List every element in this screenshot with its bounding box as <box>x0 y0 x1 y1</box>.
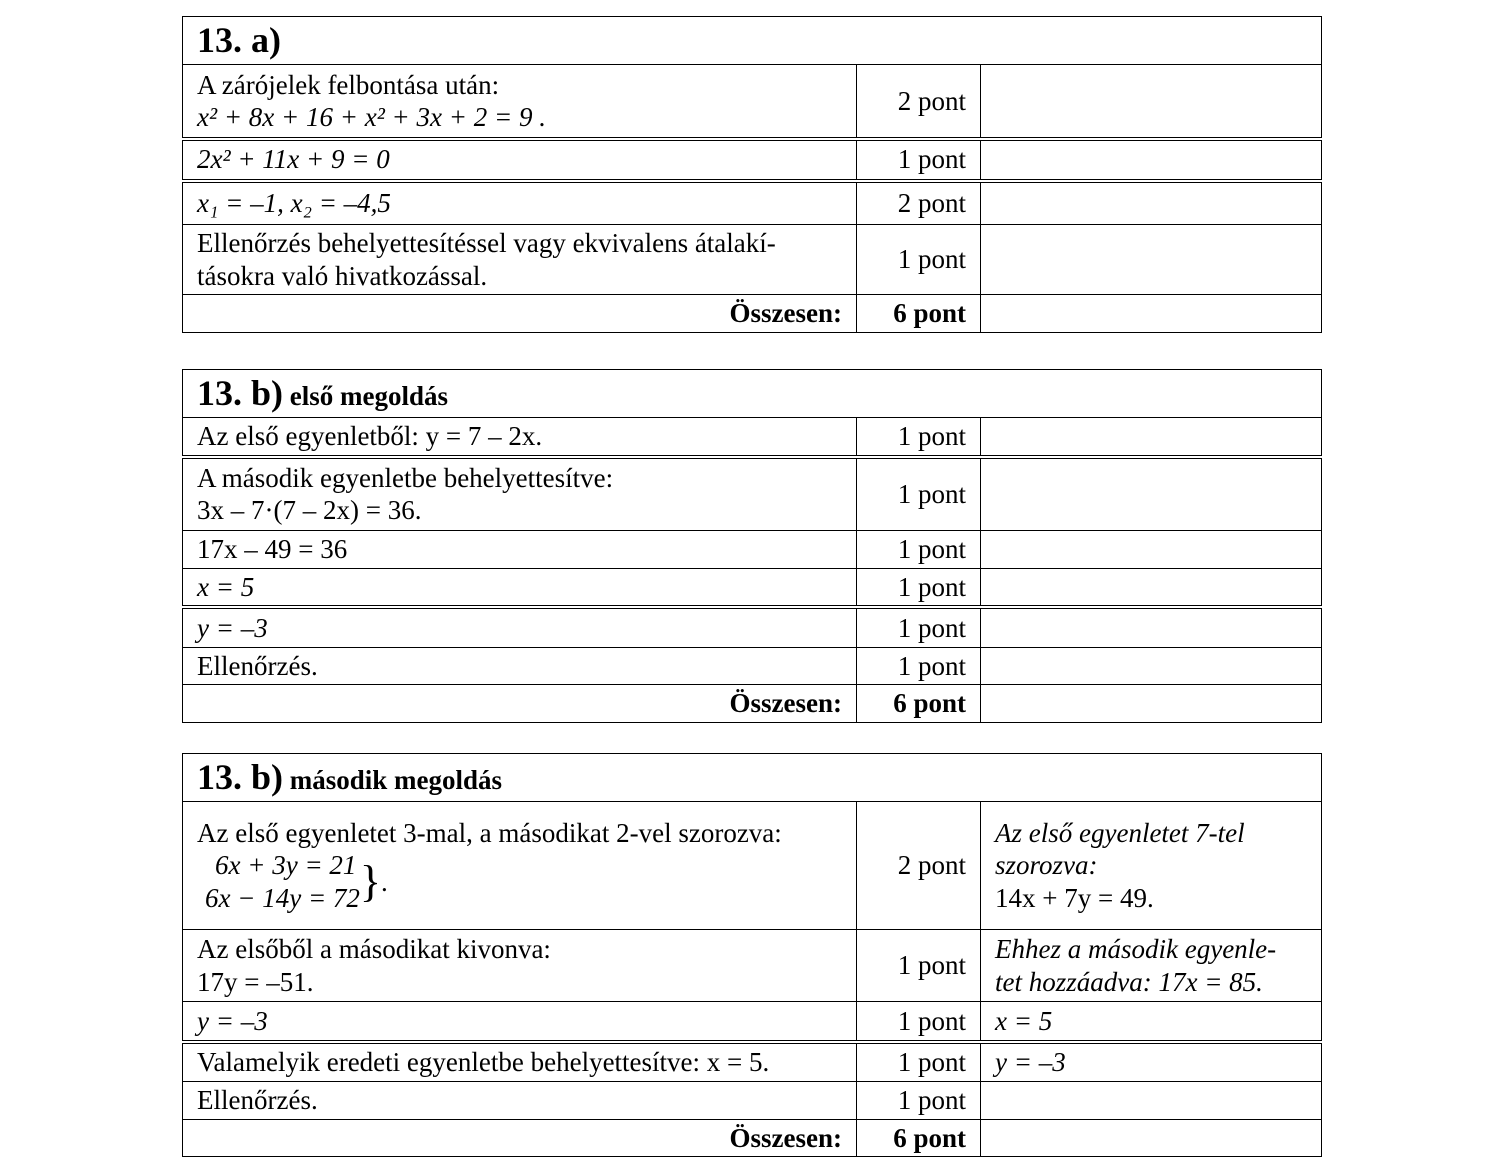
total-points: 6 pont <box>857 685 981 722</box>
table-row <box>183 531 1322 569</box>
step-points: 1 pont <box>857 418 981 457</box>
table-row <box>183 457 1322 531</box>
solution-step <box>183 181 857 225</box>
question-number: 13. b) <box>197 757 284 797</box>
remark-cell <box>981 647 1322 684</box>
remark-cell <box>981 569 1322 608</box>
remark-cell <box>981 418 1322 457</box>
step-text: A második egyenletbe behelyettesítve: <box>197 462 614 493</box>
table-row <box>183 647 1322 684</box>
step-points: 1 pont <box>857 1002 981 1042</box>
scoring-table-13a <box>182 16 1322 333</box>
step-points: 2 pont <box>857 802 981 930</box>
step-points: 1 pont <box>857 225 981 295</box>
remark-cell <box>981 1119 1322 1156</box>
total-row <box>183 685 1322 722</box>
step-points: 1 pont <box>857 569 981 608</box>
step-equation: x = 5 <box>197 572 255 603</box>
table-title <box>183 370 1322 418</box>
solution-step <box>183 225 857 295</box>
question-subtitle: második megoldás <box>289 765 503 795</box>
step-points: 1 pont <box>857 531 981 569</box>
step-text: Ellenőrzés behelyettesítéssel vagy ekvivalens átalakí- <box>197 228 776 259</box>
scoring-table-13b-second <box>182 753 1322 1157</box>
equation-system <box>197 849 842 914</box>
remark-equation: x = 5 <box>995 1005 1053 1036</box>
step-text: A zárójelek felbontása után: <box>197 69 500 100</box>
step-points: 1 pont <box>857 1042 981 1082</box>
remark-line: Az első egyenletet 7-tel <box>995 818 1245 849</box>
table-title <box>183 754 1322 802</box>
step-points: 1 pont <box>857 457 981 531</box>
solution-step <box>183 802 857 930</box>
step-points: 2 pont <box>857 65 981 139</box>
total-label: Összesen: <box>183 685 857 722</box>
step-equation: 17y = –51. <box>197 966 314 997</box>
alternative-remark <box>981 1042 1322 1082</box>
question-number: 13. a) <box>197 20 281 60</box>
system-equation-1: 6x + 3y = 21 <box>215 850 357 881</box>
remark-cell <box>981 531 1322 569</box>
step-equation: x₁ = –1, x₂ = –4,5 <box>197 188 391 219</box>
scoring-table-13b-first <box>182 369 1322 723</box>
remark-cell <box>981 607 1322 647</box>
table-row <box>183 181 1322 225</box>
remark-cell <box>981 457 1322 531</box>
system-end-dot: . <box>381 866 388 897</box>
step-equation: y = –3 <box>197 613 268 644</box>
step-points: 1 pont <box>857 607 981 647</box>
remark-cell <box>981 685 1322 722</box>
total-points: 6 pont <box>857 295 981 332</box>
remark-cell <box>981 65 1322 139</box>
solution-step: 17x – 49 = 36 <box>183 531 857 569</box>
solution-step <box>183 457 857 531</box>
table-row <box>183 607 1322 647</box>
step-points: 1 pont <box>857 930 981 1002</box>
solution-step <box>183 607 857 647</box>
remark-cell <box>981 139 1322 181</box>
alternative-remark <box>981 802 1322 930</box>
table-row <box>183 225 1322 295</box>
remark-line: Ehhez a második egyenle- <box>995 934 1277 965</box>
solution-step <box>183 65 857 139</box>
step-text: tásokra való hivatkozással. <box>197 260 488 291</box>
step-equation: x² + 8x + 16 + x² + 3x + 2 = 9 . <box>197 101 546 132</box>
step-points: 1 pont <box>857 139 981 181</box>
solution-step: Ellenőrzés. <box>183 1082 857 1119</box>
solution-step: Az első egyenletből: y = 7 – 2x. <box>183 418 857 457</box>
table-row <box>183 1042 1322 1082</box>
table-row <box>183 139 1322 181</box>
remark-cell <box>981 225 1322 295</box>
total-label: Összesen: <box>183 295 857 332</box>
table-row <box>183 1002 1322 1042</box>
solution-step <box>183 930 857 1002</box>
solution-step: Valamelyik eredeti egyenletbe behelyettesítve: x = 5. <box>183 1042 857 1082</box>
table-row <box>183 65 1322 139</box>
remark-equation: y = –3 <box>995 1047 1066 1078</box>
step-equation: y = –3 <box>197 1005 268 1036</box>
alternative-remark <box>981 930 1322 1002</box>
solution-step <box>183 1002 857 1042</box>
total-row <box>183 1119 1322 1156</box>
table-row <box>183 1082 1322 1119</box>
total-row <box>183 295 1322 332</box>
remark-line: szorozva: <box>995 850 1098 881</box>
remark-line: tet hozzáadva: 17x = 85. <box>995 966 1263 997</box>
step-text: Az első egyenletet 3-mal, a másodikat 2-vel szorozva: <box>197 818 782 849</box>
solution-step <box>183 139 857 181</box>
step-points: 2 pont <box>857 181 981 225</box>
step-points: 1 pont <box>857 1082 981 1119</box>
table-row <box>183 418 1322 457</box>
alternative-remark <box>981 1002 1322 1042</box>
step-equation: 3x – 7·(7 – 2x) = 36. <box>197 495 422 526</box>
remark-cell <box>981 295 1322 332</box>
question-number: 13. b) <box>197 373 284 413</box>
total-points: 6 pont <box>857 1119 981 1156</box>
step-points: 1 pont <box>857 647 981 684</box>
remark-cell <box>981 1082 1322 1119</box>
table-row <box>183 802 1322 930</box>
question-subtitle: első megoldás <box>289 381 449 411</box>
table-row <box>183 569 1322 608</box>
table-title <box>183 17 1322 65</box>
remark-cell <box>981 181 1322 225</box>
system-equation-2: 6x − 14y = 72 <box>205 882 360 913</box>
solution-step: Ellenőrzés. <box>183 647 857 684</box>
system-brace: } <box>359 857 382 907</box>
table-row <box>183 930 1322 1002</box>
step-text: Az elsőből a másodikat kivonva: <box>197 934 551 965</box>
total-label: Összesen: <box>183 1119 857 1156</box>
remark-equation: 14x + 7y = 49. <box>995 882 1154 913</box>
solution-step <box>183 569 857 608</box>
step-equation: 2x² + 11x + 9 = 0 <box>197 144 390 175</box>
